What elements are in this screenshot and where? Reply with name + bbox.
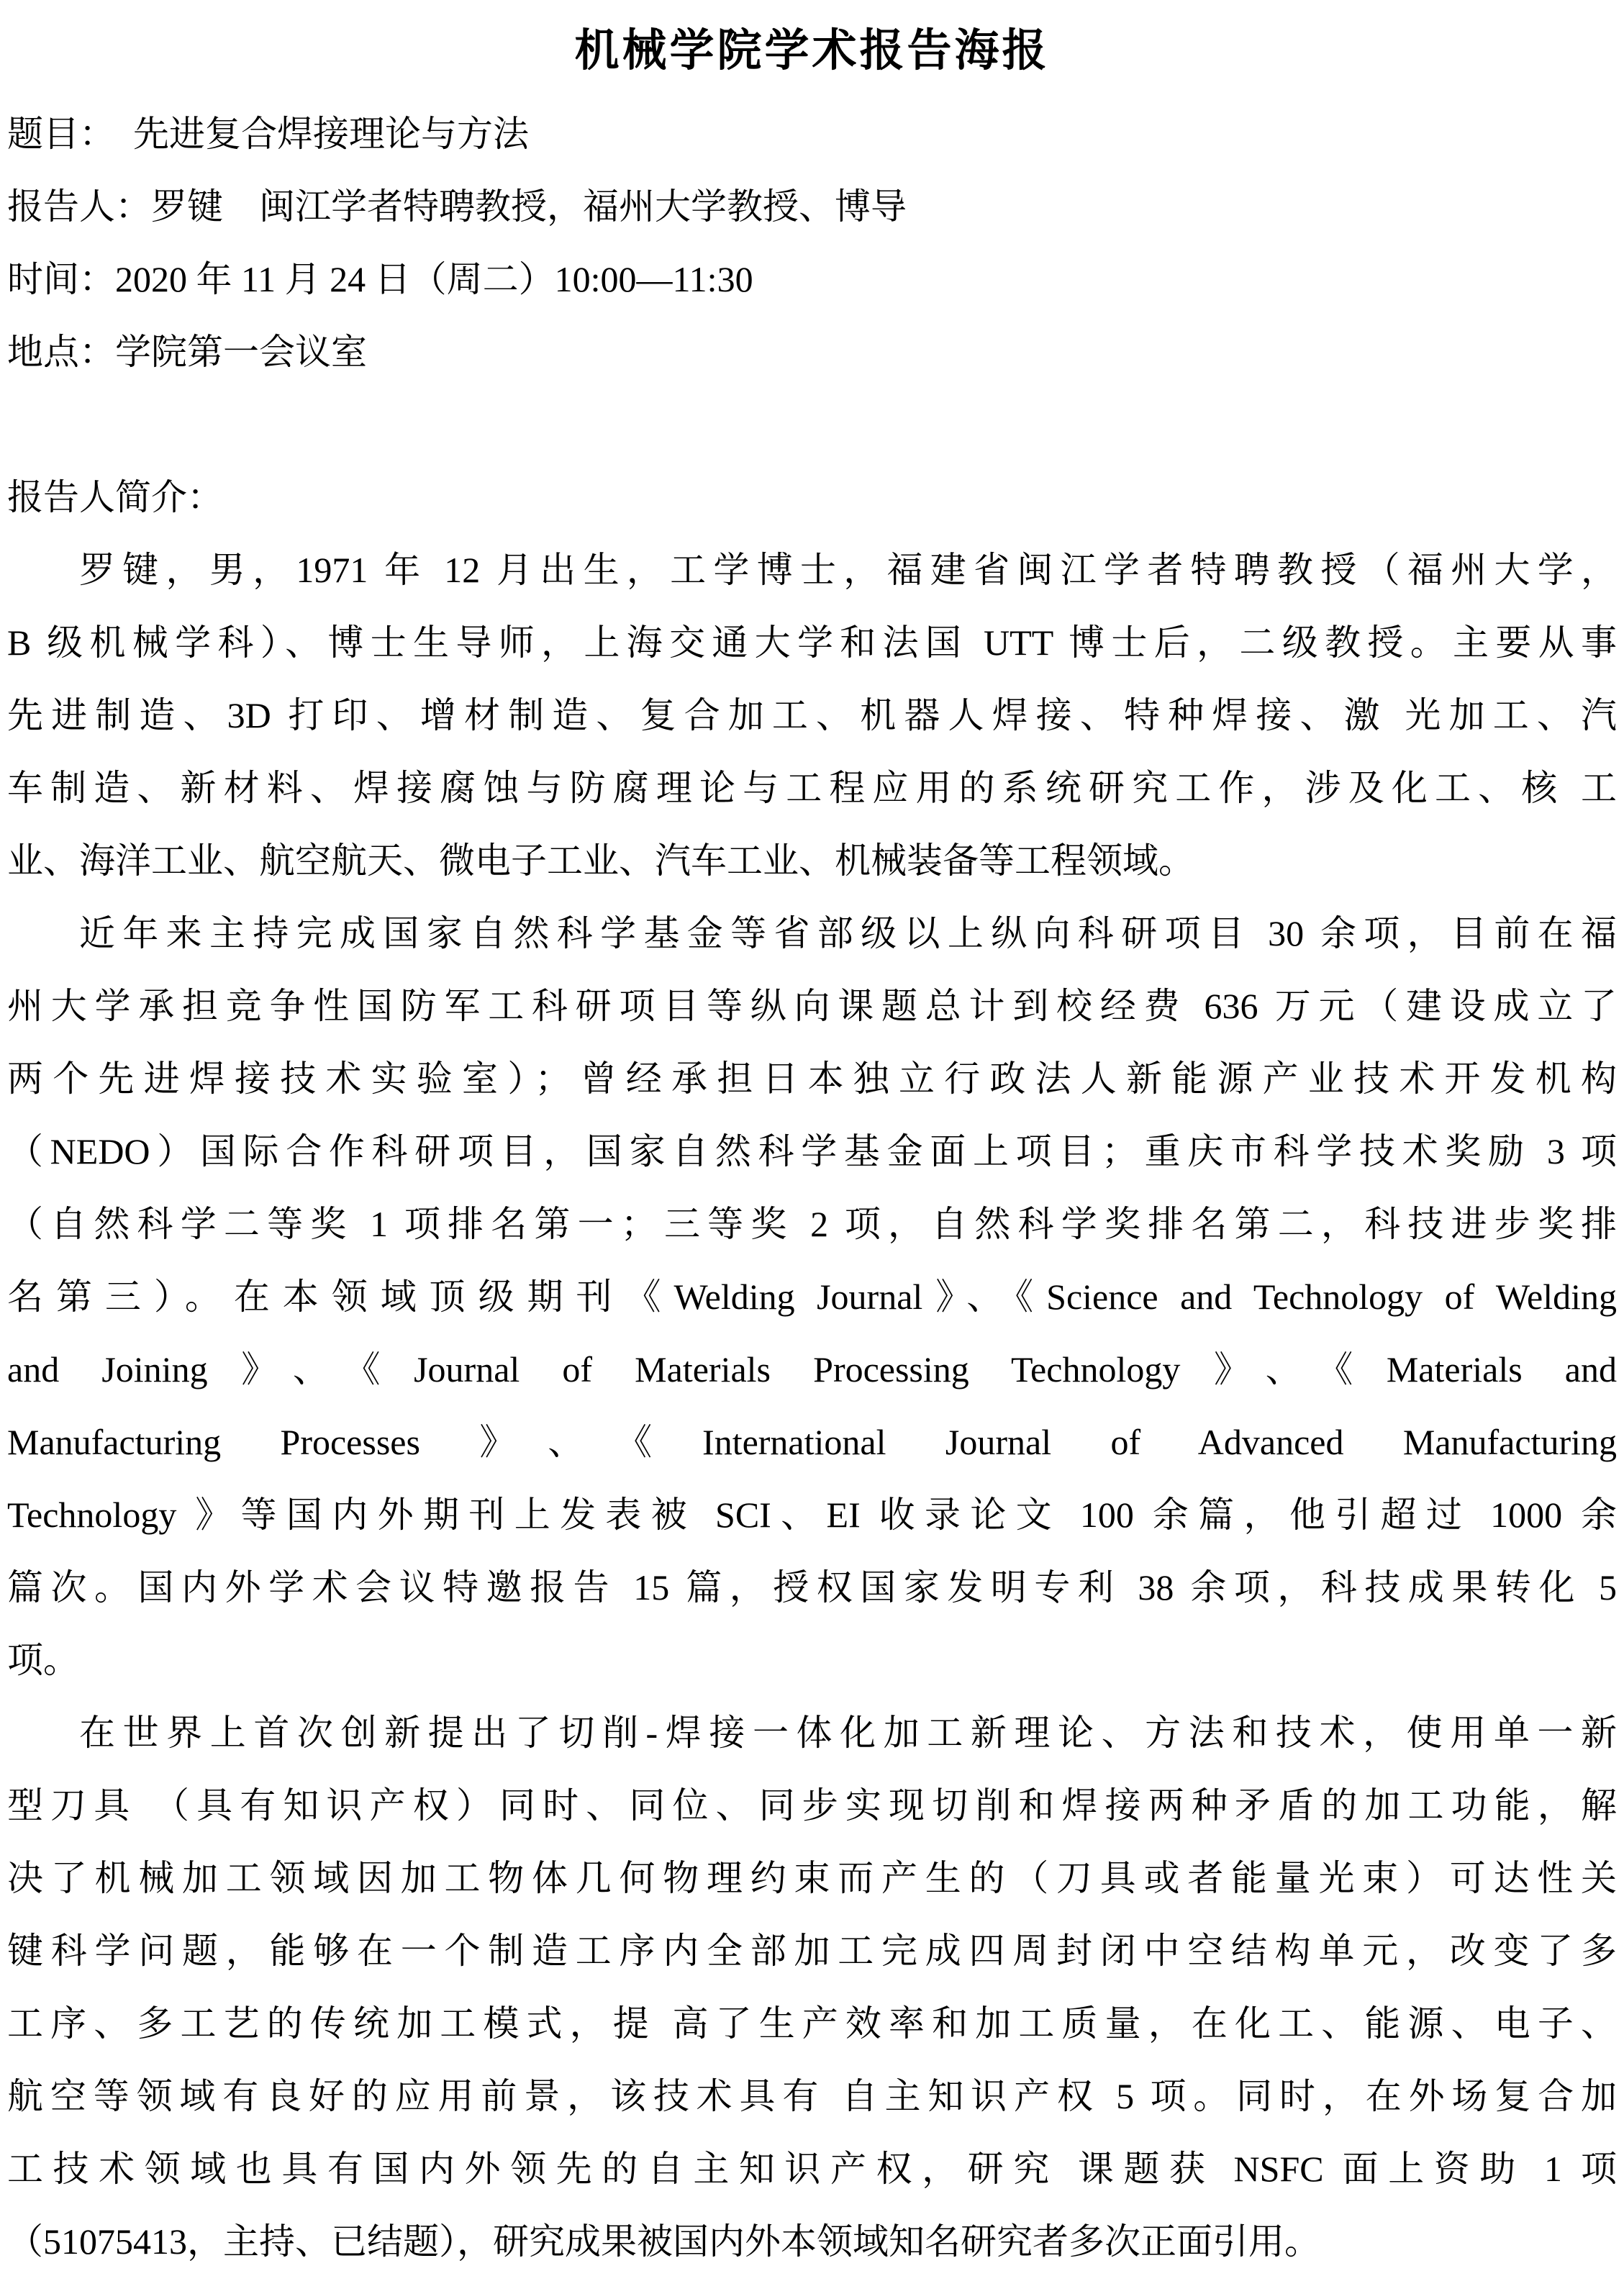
bio-line: （NEDO）国际合作科研项目，国家自然科学基金面上项目；重庆市科学技术奖励 3 项 xyxy=(7,1131,1617,1171)
bio-line: 两个先进焊接技术实验室）；曾经承担日本独立行政法人新能源产业技术开发机构 xyxy=(7,1059,1617,1099)
bio-line: B 级机械学科）、博士生导师，上海交通大学和法国 UTT 博士后，二级教授。主要从事 xyxy=(7,622,1617,663)
bio-line: 决了机械加工领域因加工物体几何物理约束而产生的（刀具或者能量光束）可达性关 xyxy=(7,1858,1617,1898)
bio-line: 先进制造、3D 打印、增材制造、复合加工、机器人焊接、特种焊接、激 光加工、汽 xyxy=(7,695,1617,735)
meta-line-speaker: 报告人：罗键 闽江学者特聘教授，福州大学教授、博导 xyxy=(7,186,907,227)
bio-heading: 报告人简介： xyxy=(7,477,223,517)
meta-line-topic: 题目： 先进复合焊接理论与方法 xyxy=(7,114,529,154)
page-title: 机械学院学术报告海报 xyxy=(574,27,1050,76)
bio-line: 州大学承担竞争性国防军工科研项目等纵向课题总计到校经费 636 万元（建设成立了 xyxy=(7,986,1617,1026)
bio-line: 工序、多工艺的传统加工模式，提 高了生产效率和加工质量，在化工、能源、电子、 xyxy=(7,2003,1617,2044)
bio-line: Technology 》等国内外期刊上发表被 SCI、EI 收录论文 100 余篇，他引超过 1000 余 xyxy=(7,1495,1617,1535)
bio-line: 键科学问题，能够在一个制造工序内全部加工完成四周封闭中空结构单元，改变了多 xyxy=(7,1931,1617,1971)
bio-line: （自然科学二等奖 1 项排名第一；三等奖 2 项，自然科学奖排名第二，科技进步奖排 xyxy=(7,1204,1617,1244)
bio-line: 工技术领域也具有国内外领先的自主知识产权，研究 课题获 NSFC 面上资助 1 项 xyxy=(7,2149,1617,2189)
bio-line: 在世界上首次创新提出了切削-焊接一体化加工新理论、方法和技术，使用单一新 xyxy=(79,1713,1617,1753)
bio-line: 航空等领域有良好的应用前景，该技术具有 自主知识产权 5 项。同时，在外场复合加 xyxy=(7,2076,1617,2116)
meta-line-time: 时间：2020 年 11 月 24 日（周二）10:00—11:30 xyxy=(7,259,753,299)
meta-line-venue: 地点：学院第一会议室 xyxy=(7,332,367,372)
bio-line: 业、海洋工业、航空航天、微电子工业、汽车工业、机械装备等工程领域。 xyxy=(7,840,1194,881)
bio-line: 近年来主持完成国家自然科学基金等省部级以上纵向科研项目 30 余项，目前在福 xyxy=(79,913,1617,953)
bio-line: 项。 xyxy=(7,1640,79,1680)
bio-line: 篇次。国内外学术会议特邀报告 15 篇，授权国家发明专利 38 余项，科技成果转化 5 xyxy=(7,1567,1617,1608)
bio-line: 名第三）。在本领域顶级期刊《Welding Journal》、《Science and Technology of Welding xyxy=(7,1277,1617,1317)
bio-line: 罗键，男，1971 年 12 月出生，工学博士，福建省闽江学者特聘教授（福州大学， xyxy=(79,550,1617,590)
bio-line: 型刀具 （具有知识产权）同时、同位、同步实现切削和焊接两种矛盾的加工功能，解 xyxy=(7,1785,1617,1826)
bio-line: and Joining》、《Journal of Materials Processing Technology》、《Materials and xyxy=(7,1349,1617,1390)
spacer-line xyxy=(7,389,1617,461)
bio-line: 车制造、新材料、焊接腐蚀与防腐理论与工程应用的系统研究工作，涉及化工、核 工 xyxy=(7,768,1617,808)
bio-line: （51075413，主持、已结题），研究成果被国内外本领域知名研究者多次正面引用。 xyxy=(7,2221,1320,2262)
bio-line: Manufacturing Processes 》、《International Journal of Advanced Manufacturing xyxy=(7,1422,1617,1462)
